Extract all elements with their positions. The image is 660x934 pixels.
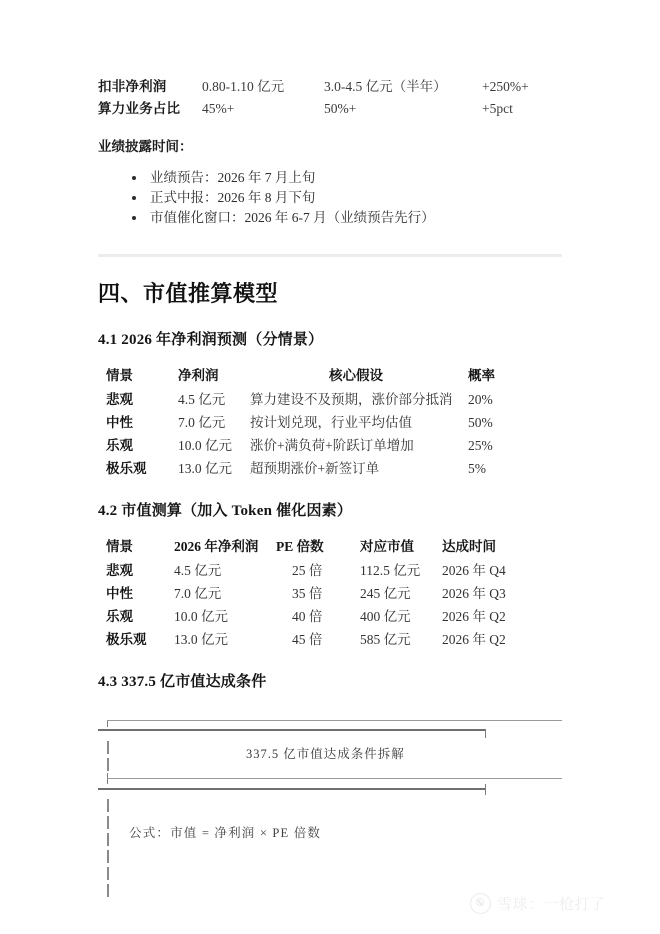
- document-content: [98, 76, 562, 905]
- market-value-table: [106, 536, 528, 651]
- diagram-bracket-corner-top-left: [107, 720, 108, 727]
- cell-scenario: 悲观: [106, 392, 133, 407]
- metric-value-forecast: 3.0-4.5 亿元（半年）: [324, 79, 447, 94]
- metric-value-growth: +5pct: [482, 101, 513, 116]
- cell-assumption: 超预期涨价+新签订单: [250, 461, 380, 476]
- table-row: [106, 582, 528, 605]
- diagram-dash: [107, 867, 109, 880]
- cell-scenario: 中性: [106, 586, 133, 601]
- heading-4-3: 4.3 337.5 亿市值达成条件: [98, 674, 267, 690]
- cell-net-profit: 10.0 亿元: [178, 438, 232, 453]
- column-header-market-value: 对应市值: [360, 539, 414, 554]
- disclosure-heading: 业绩披露时间：: [98, 139, 193, 154]
- cell-achieve-time: 2026 年 Q2: [442, 632, 506, 647]
- table-row: [106, 457, 514, 480]
- diagram-line-mid-outer: [107, 778, 562, 779]
- metric-value-current: 0.80-1.10 亿元: [202, 79, 285, 94]
- cell-scenario: 极乐观: [106, 632, 147, 647]
- page-title: 四、市值推算模型: [98, 281, 279, 306]
- cell-net-profit: 10.0 亿元: [174, 609, 228, 624]
- column-header-assumption: 核心假设: [329, 368, 383, 383]
- column-header-probability: 概率: [468, 368, 495, 383]
- cell-market-value: 585 亿元: [360, 632, 411, 647]
- metric-value-current: 45%+: [202, 101, 235, 116]
- cell-pe-multiple: 40 倍: [292, 609, 323, 624]
- cell-probability: 25%: [468, 438, 493, 453]
- column-header-scenario: 情景: [106, 539, 133, 554]
- disclosure-list: [98, 168, 562, 228]
- table-row: [106, 559, 528, 582]
- column-header-pe-multiple: PE 倍数: [276, 539, 324, 554]
- diagram-dash: [107, 741, 109, 754]
- cell-pe-multiple: 35 倍: [292, 586, 323, 601]
- watermark: [470, 893, 606, 914]
- diagram-line-top-inner: [98, 729, 486, 731]
- cell-probability: 5%: [468, 461, 486, 476]
- cell-probability: 50%: [468, 415, 493, 430]
- section-divider: [98, 254, 562, 257]
- cell-scenario: 乐观: [106, 609, 133, 624]
- cell-pe-multiple: 25 倍: [292, 563, 323, 578]
- column-header-scenario: 情景: [106, 368, 133, 383]
- metric-row: [98, 98, 562, 120]
- cell-achieve-time: 2026 年 Q4: [442, 563, 506, 578]
- cell-net-profit: 13.0 亿元: [174, 632, 228, 647]
- cell-market-value: 112.5 亿元: [360, 563, 421, 578]
- heading-4-2: 4.2 市值测算（加入 Token 催化因素）: [98, 503, 353, 519]
- metric-value-growth: +250%+: [482, 79, 529, 94]
- diagram-bracket-corner-top-right: [485, 729, 486, 738]
- cell-net-profit: 7.0 亿元: [174, 586, 222, 601]
- cell-assumption: 算力建设不及预期，涨价部分抵消: [250, 392, 453, 407]
- cell-scenario: 悲观: [106, 563, 133, 578]
- diagram-caption: 337.5 亿市值达成条件拆解: [246, 747, 405, 761]
- net-profit-forecast-table: [106, 365, 514, 480]
- table-header-row: [106, 536, 528, 559]
- diagram-dash: [107, 884, 109, 897]
- cell-pe-multiple: 45 倍: [292, 632, 323, 647]
- list-item: 市值催化窗口：2026 年 6-7 月（业绩预告先行）: [132, 208, 562, 228]
- column-header-net-profit-2026: 2026 年净利润: [174, 539, 259, 554]
- table-row: [106, 411, 514, 434]
- cell-market-value: 400 亿元: [360, 609, 411, 624]
- cell-market-value: 245 亿元: [360, 586, 411, 601]
- market-value-condition-diagram: [98, 715, 562, 905]
- diagram-dash: [107, 816, 109, 829]
- table-row: [106, 434, 514, 457]
- column-header-achieve-time: 达成时间: [442, 539, 496, 554]
- diagram-line-top-outer: [107, 720, 562, 721]
- cell-achieve-time: 2026 年 Q2: [442, 609, 506, 624]
- diagram-dash: [107, 850, 109, 863]
- metric-value-forecast: 50%+: [324, 101, 357, 116]
- list-item: 正式中报：2026 年 8 月下旬: [132, 188, 562, 208]
- cell-probability: 20%: [468, 392, 493, 407]
- cell-net-profit: 4.5 亿元: [178, 392, 226, 407]
- cell-net-profit: 13.0 亿元: [178, 461, 232, 476]
- xueqiu-logo-icon: [470, 893, 491, 914]
- table-header-row: [106, 365, 514, 388]
- cell-scenario: 乐观: [106, 438, 133, 453]
- diagram-line-mid-inner: [98, 788, 486, 790]
- diagram-dash: [107, 758, 109, 771]
- cell-achieve-time: 2026 年 Q3: [442, 586, 506, 601]
- diagram-bracket-mid-right: [485, 784, 486, 795]
- diagram-dash: [107, 799, 109, 812]
- cell-assumption: 按计划兑现，行业平均估值: [250, 415, 412, 430]
- column-header-net-profit: 净利润: [178, 368, 219, 383]
- heading-4-1: 4.1 2026 年净利润预测（分情景）: [98, 332, 324, 348]
- metric-label: 扣非净利润: [98, 79, 167, 94]
- diagram-dash: [107, 833, 109, 846]
- table-row: [106, 388, 514, 411]
- cell-net-profit: 7.0 亿元: [178, 415, 226, 430]
- cell-scenario: 极乐观: [106, 461, 147, 476]
- table-row: [106, 605, 528, 628]
- cell-assumption: 涨价+满负荷+阶跃订单增加: [250, 438, 414, 453]
- table-row: [106, 628, 528, 651]
- list-item: 业绩预告：2026 年 7 月上旬: [132, 168, 562, 188]
- metric-label: 算力业务占比: [98, 101, 181, 116]
- metric-row: [98, 76, 562, 98]
- diagram-formula: 公式：市值 = 净利润 × PE 倍数: [129, 826, 322, 840]
- watermark-text: 雪球：一枪打了: [497, 896, 606, 913]
- cell-scenario: 中性: [106, 415, 133, 430]
- cell-net-profit: 4.5 亿元: [174, 563, 222, 578]
